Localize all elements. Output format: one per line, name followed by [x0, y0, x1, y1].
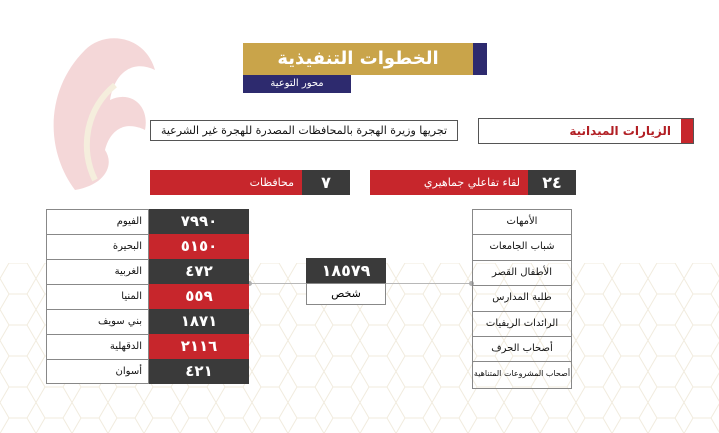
target-groups-list — [472, 209, 572, 389]
page-title-text: الخطوات التنفيذية — [277, 48, 439, 69]
governorate-name: البحيرة — [46, 234, 149, 259]
cooperation-text-box: تجريها وزيرة الهجرة بالمحافظات المصدرة للهجرة غير الشرعية — [150, 120, 458, 141]
field-visits-label: الزيارات الميدانية — [569, 124, 671, 138]
list-item: الرائدات الريفيات — [473, 312, 571, 337]
meetings-count-value: ٢٤ — [528, 170, 576, 195]
governorate-name: بني سويف — [46, 309, 149, 334]
table-row — [46, 309, 249, 334]
list-item: الأمهات — [473, 210, 571, 235]
governorates-table — [46, 209, 249, 384]
list-item: أصحاب الحرف — [473, 337, 571, 362]
total-people-label: شخص — [306, 283, 386, 305]
governorate-value: ٤٧٢ — [149, 259, 249, 284]
title-accent-bar — [473, 43, 487, 75]
governorate-value: ٤٢١ — [149, 359, 249, 384]
connector-left — [249, 283, 306, 284]
meetings-count-box — [370, 170, 576, 195]
governorates-count-label: محافظات — [150, 170, 302, 195]
section-subtitle: محور التوعية — [243, 75, 351, 93]
meetings-count-label: لقاء تفاعلي جماهيري — [370, 170, 528, 195]
table-row — [46, 284, 249, 309]
governorate-name: الفيوم — [46, 209, 149, 234]
table-row — [46, 209, 249, 234]
governorate-name: الدقهلية — [46, 334, 149, 359]
total-people-value: ١٨٥٧٩ — [306, 258, 386, 283]
governorate-name: أسوان — [46, 359, 149, 384]
table-row — [46, 334, 249, 359]
governorate-value: ٥١٥٠ — [149, 234, 249, 259]
connector-right — [386, 283, 472, 284]
governorate-value: ٢١١٦ — [149, 334, 249, 359]
governorate-name: الغربية — [46, 259, 149, 284]
governorates-count-value: ٧ — [302, 170, 350, 195]
governorate-value: ١٨٧١ — [149, 309, 249, 334]
list-item: الأطفال القصر — [473, 261, 571, 286]
list-item: شباب الجامعات — [473, 235, 571, 260]
table-row — [46, 359, 249, 384]
governorate-name: المنيا — [46, 284, 149, 309]
governorate-value: ٥٥٩ — [149, 284, 249, 309]
governorates-count-box — [150, 170, 350, 195]
table-row — [46, 234, 249, 259]
page-title — [243, 43, 473, 75]
list-item: أصحاب المشروعات المتناهية — [473, 369, 571, 379]
total-people-box — [306, 258, 386, 305]
field-visits-accent-bar — [681, 119, 693, 143]
table-row — [46, 259, 249, 284]
list-item: طلبة المدارس — [473, 286, 571, 311]
governorate-value: ٧٩٩٠ — [149, 209, 249, 234]
field-visits-box — [478, 118, 694, 144]
